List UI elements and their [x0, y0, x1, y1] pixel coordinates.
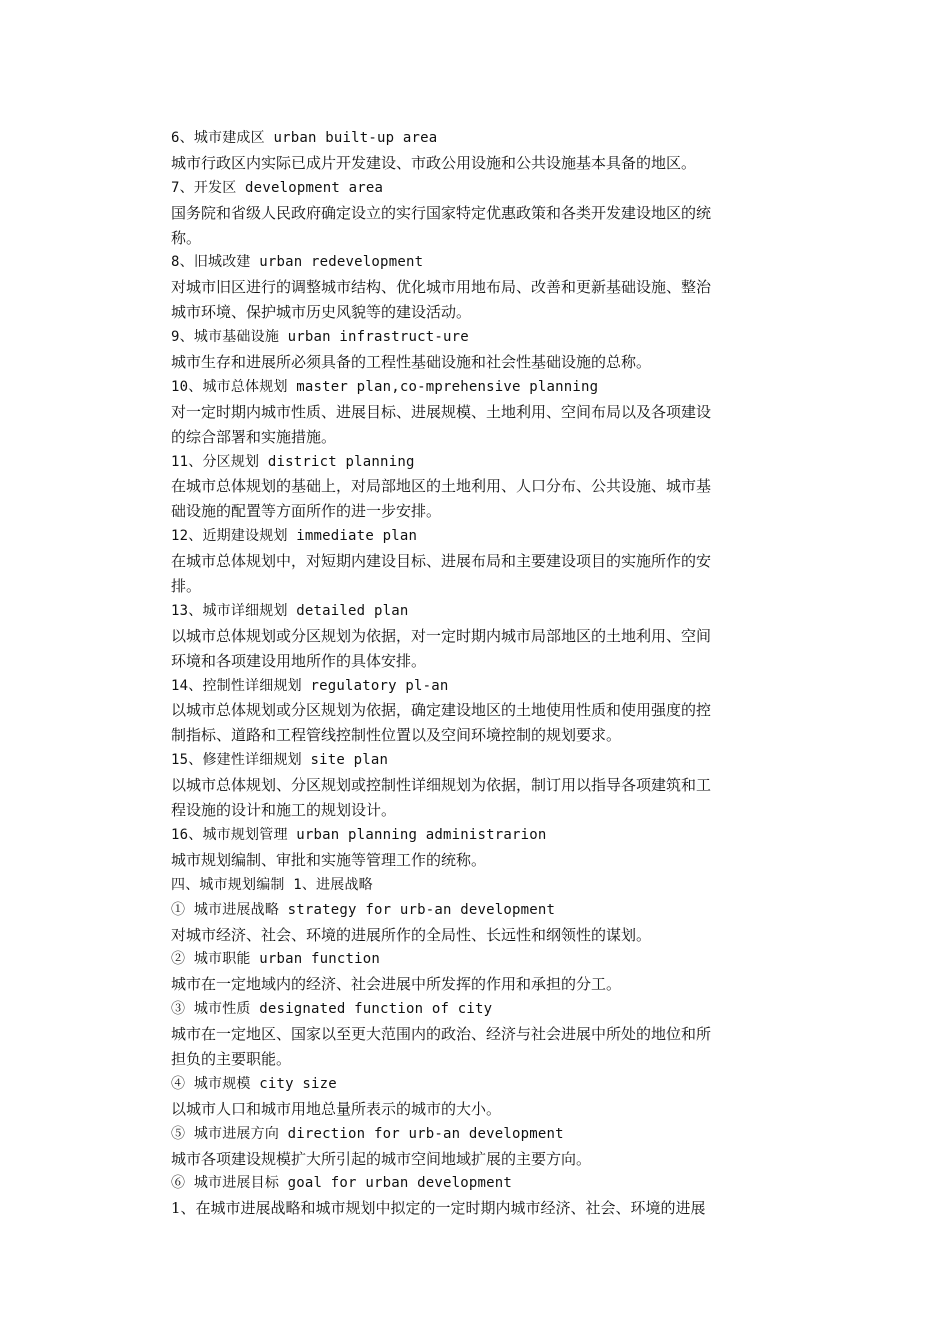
- term-heading: 16、城市规划管理 urban planning administrarion: [171, 826, 547, 843]
- term-heading: 13、城市详细规划 detailed plan: [171, 602, 409, 619]
- document-page: [171, 126, 783, 1221]
- term-heading: ④ 城市规模 city size: [171, 1075, 337, 1092]
- definition-line: 1、在城市进展战略和城市规划中拟定的一定时期内城市经济、社会、环境的进展: [171, 1199, 706, 1218]
- definition-line: 对一定时期内城市性质、进展目标、进展规模、土地利用、空间布局以及各项建设: [171, 402, 712, 421]
- definition-line: 排。: [171, 577, 202, 596]
- definition-line: 程设施的设计和施工的规划设计。: [171, 801, 397, 820]
- term-heading: ② 城市职能 urban function: [171, 951, 381, 968]
- definition-line: 以城市总体规划或分区规划为依据，对一定时期内城市局部地区的土地利用、空间: [171, 626, 712, 645]
- definition-line: 础设施的配置等方面所作的进一步安排。: [171, 502, 442, 521]
- term-heading: ⑤ 城市进展方向 direction for urb-an development: [171, 1125, 564, 1142]
- definition-line: 在城市总体规划中，对短期内建设目标、进展布局和主要建设项目的实施所作的安: [171, 552, 712, 571]
- definition-line: 城市行政区内实际已成片开发建设、市政公用设施和公共设施基本具备的地区。: [171, 153, 697, 172]
- term-heading: 14、控制性详细规划 regulatory pl-an: [171, 677, 449, 694]
- definition-line: 城市在一定地域内的经济、社会进展中所发挥的作用和承担的分工。: [171, 975, 622, 994]
- definition-line: 在城市总体规划的基础上，对局部地区的土地利用、人口分布、公共设施、城市基: [171, 477, 712, 496]
- term-heading: 8、旧城改建 urban redevelopment: [171, 254, 424, 271]
- definition-line: 制指标、道路和工程管线控制性位置以及空间环境控制的规划要求。: [171, 726, 622, 745]
- term-heading: 11、分区规划 district planning: [171, 453, 415, 470]
- definition-line: 以城市总体规划、分区规划或控制性详细规划为依据，制订用以指导各项建筑和工: [171, 776, 712, 795]
- definition-line: 对城市经济、社会、环境的进展所作的全局性、长远性和纲领性的谋划。: [171, 925, 652, 944]
- definition-line: 的综合部署和实施措施。: [171, 427, 337, 446]
- definition-line: 城市生存和进展所必须具备的工程性基础设施和社会性基础设施的总称。: [171, 353, 652, 372]
- term-heading: 9、城市基础设施 urban infrastruct-ure: [171, 329, 469, 346]
- term-heading: 7、开发区 development area: [171, 179, 384, 196]
- term-heading: 6、城市建成区 urban built-up area: [171, 130, 438, 146]
- definition-line: 城市规划编制、审批和实施等管理工作的统称。: [171, 850, 487, 869]
- definition-line: 国务院和省级人民政府确定设立的实行国家特定优惠政策和各类开发建设地区的统: [171, 203, 712, 222]
- term-heading: 10、城市总体规划 master plan,co-mprehensive planning: [171, 378, 599, 395]
- definition-line: 称。: [171, 228, 202, 247]
- term-heading: 四、城市规划编制 1、进展战略: [171, 876, 373, 893]
- term-heading: ① 城市进展战略 strategy for urb-an development: [171, 901, 556, 918]
- definition-line: 对城市旧区进行的调整城市结构、优化城市用地布局、改善和更新基础设施、整治: [171, 278, 712, 297]
- definition-line: 担负的主要职能。: [171, 1049, 292, 1068]
- definition-line: 城市在一定地区、国家以至更大范围内的政治、经济与社会进展中所处的地位和所: [171, 1025, 712, 1044]
- term-heading: 15、修建性详细规划 site plan: [171, 752, 389, 769]
- term-heading: 12、近期建设规划 immediate plan: [171, 528, 418, 545]
- definition-line: 城市环境、保护城市历史风貌等的建设活动。: [171, 303, 472, 322]
- definition-line: 以城市总体规划或分区规划为依据，确定建设地区的土地使用性质和使用强度的控: [171, 701, 712, 720]
- term-heading: ⑥ 城市进展目标 goal for urban development: [171, 1175, 513, 1192]
- definition-line: 城市各项建设规模扩大所引起的城市空间地域扩展的主要方向。: [171, 1149, 592, 1168]
- definition-line: 以城市人口和城市用地总量所表示的城市的大小。: [171, 1099, 502, 1118]
- term-heading: ③ 城市性质 designated function of city: [171, 1001, 493, 1018]
- definition-line: 环境和各项建设用地所作的具体安排。: [171, 651, 427, 670]
